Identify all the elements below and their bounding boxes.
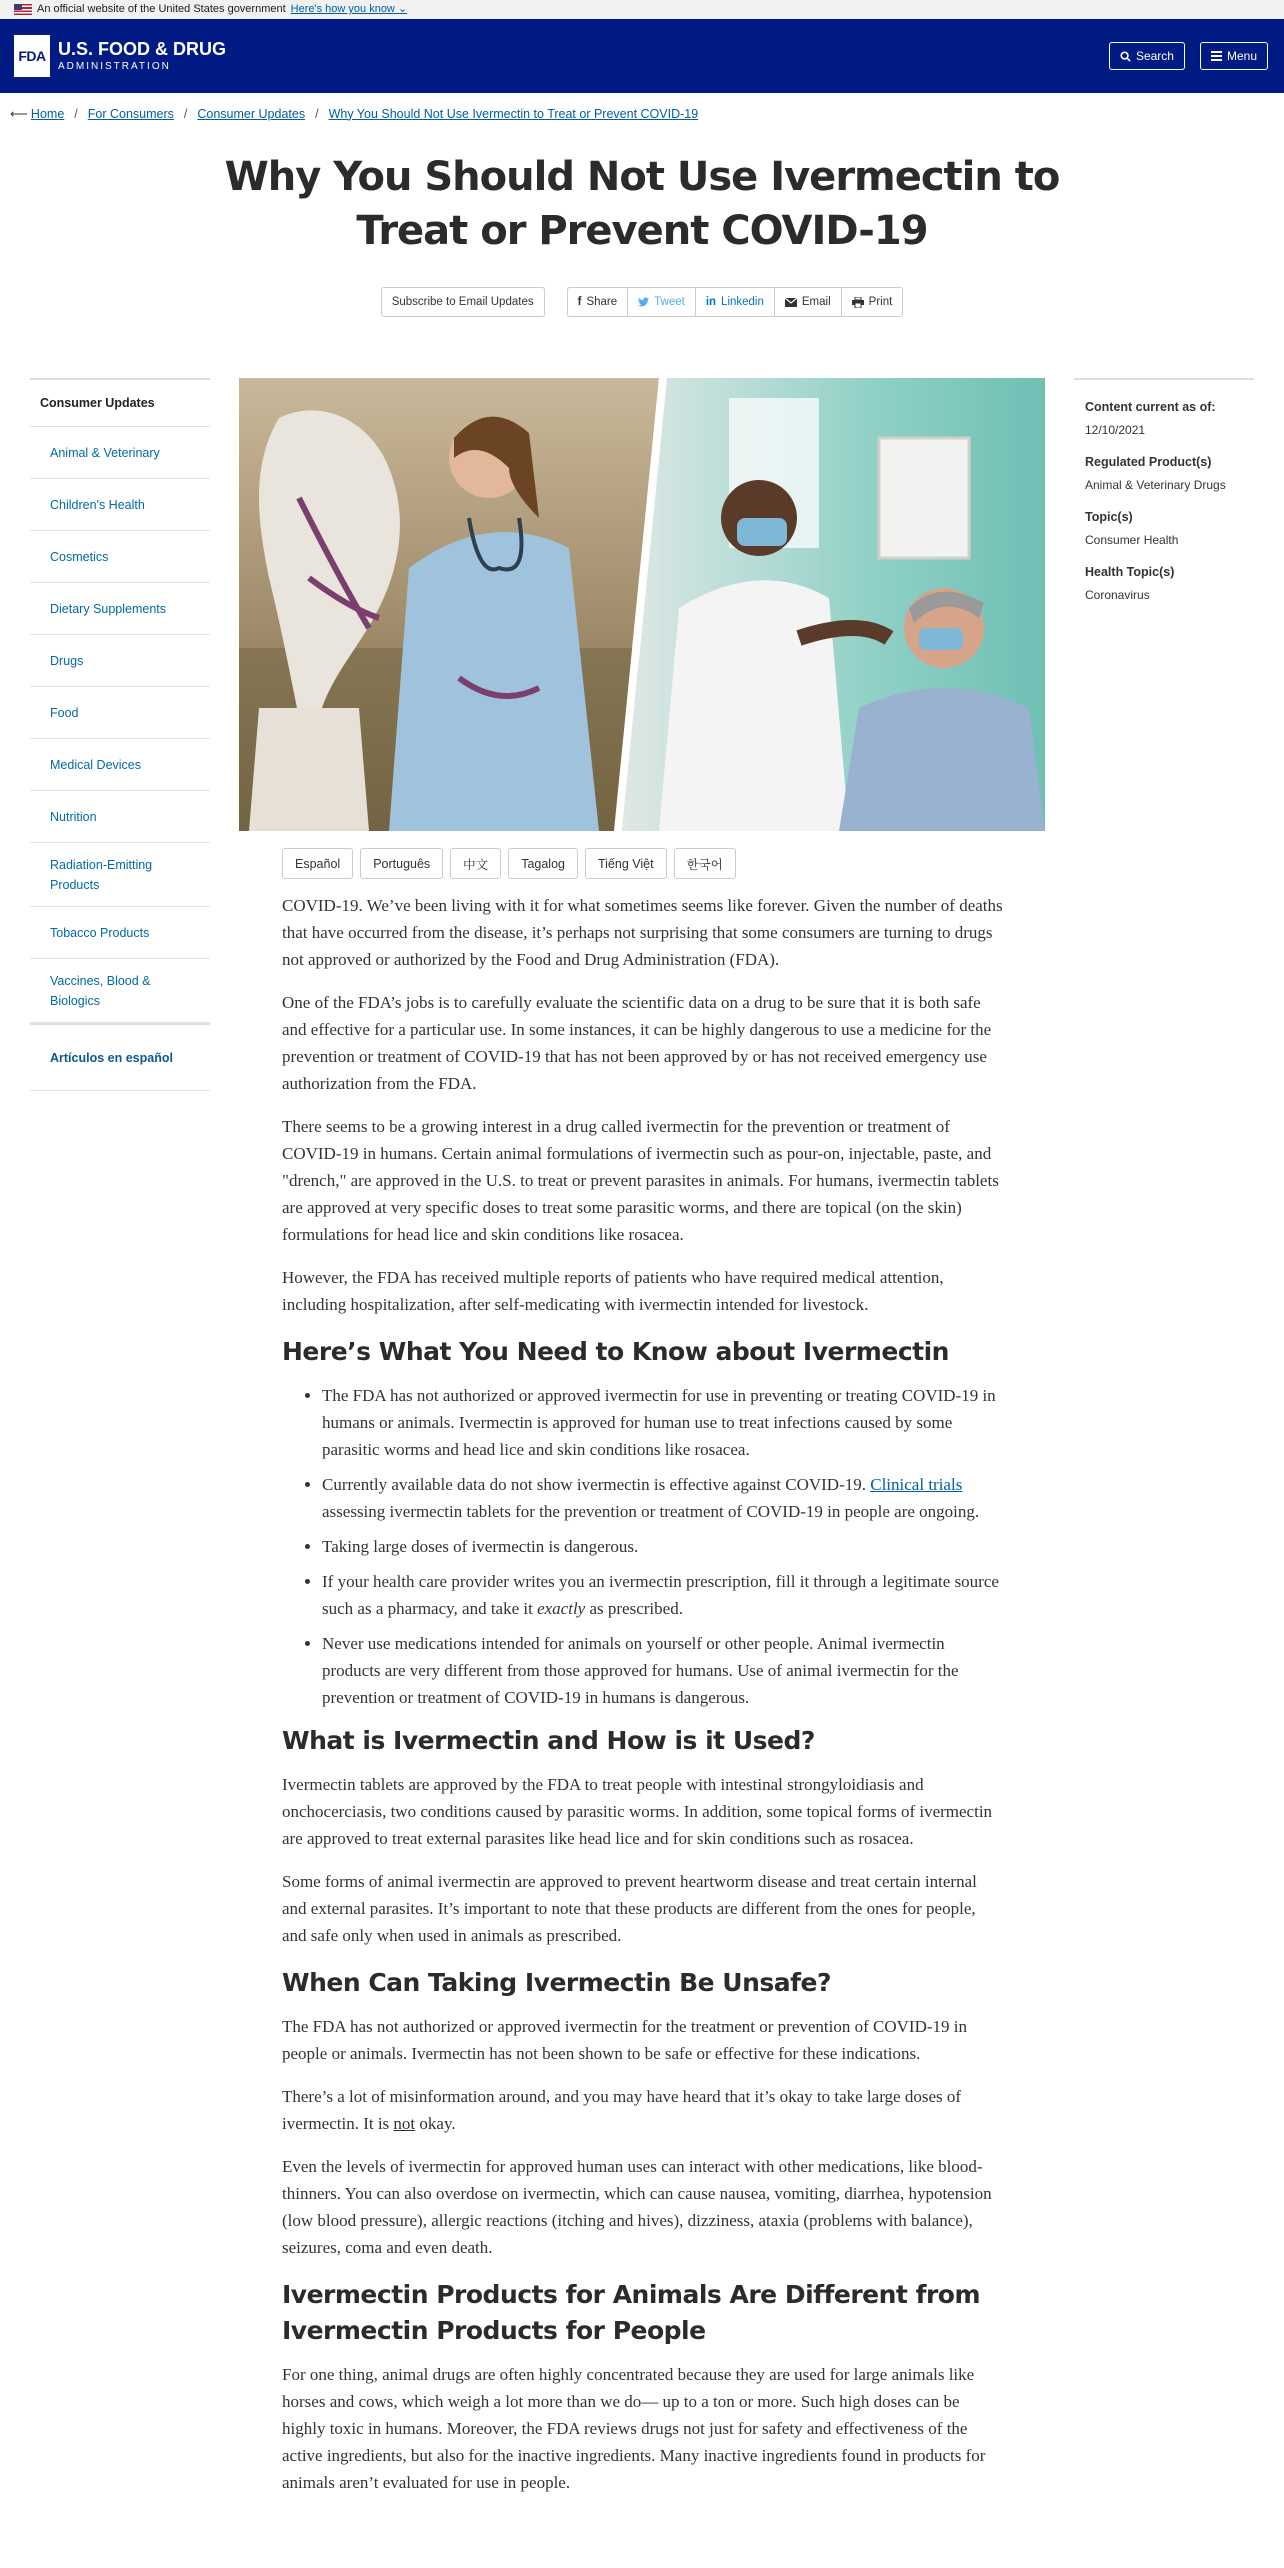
brand-subname: ADMINISTRATION (58, 60, 171, 72)
health-topics-value: Coronavirus (1085, 588, 1150, 602)
search-button[interactable] (1109, 42, 1185, 70)
gov-banner-text: An official website of the United States government (37, 3, 286, 15)
clinical-trials-link[interactable]: Clinical trials (870, 1475, 963, 1494)
article-paragraph: However, the FDA has received multiple reports of patients who have required medical attention, including hospitalization, after self-medicating with ivermectin intended for livestock. (282, 1268, 944, 1314)
menu-button-label: Menu (1226, 49, 1257, 63)
article-paragraph: COVID-19. We’ve been living with it for what sometimes seems like forever. Given the number of deaths that have occurred from the disease, it’s perhaps not surprising that some consumers are turning to drugs not approved or authorized by the Food and Drug Administration (FDA). (282, 896, 1003, 969)
nav-item-drugs[interactable]: Drugs (30, 635, 210, 687)
list-item: • Currently available data do not show ivermectin is effective against COVID-19. Clinical trials assessing ivermectin tablets for the prevention or treatment of COVID-19 in people are ongoing. (322, 1471, 1004, 1525)
nav-item-tobacco-products[interactable]: Tobacco Products (30, 907, 210, 959)
section-heading: What is Ivermectin and How is it Used? (282, 1726, 815, 1755)
page-title: Why You Should Not Use Ivermectin to Treat or Prevent COVID-19 (224, 154, 1060, 254)
breadcrumb-home[interactable]: Home (30, 106, 65, 121)
section-heading: Ivermectin Products for Animals Are Different from Ivermectin Products for People (282, 2280, 981, 2345)
topics-label: Topic(s) (1085, 510, 1133, 524)
regulated-products-value: Animal & Veterinary Drugs (1085, 478, 1226, 492)
fda-home-link[interactable] (14, 35, 226, 77)
article-paragraph: Ivermectin tablets are approved by the FDA to treat people with intestinal strongyloidiasis and onchocerciasis, two conditions caused by parasitic worms. In addition, some topical forms of ivermectin are approved to treat external parasites like head lice and for skin conditions such as rosacea. (282, 1775, 993, 1848)
section-nav (30, 378, 210, 1091)
nav-item-animal-veterinary[interactable]: Animal & Veterinary (30, 427, 210, 479)
facebook-icon: f (577, 296, 582, 308)
section-nav-heading[interactable]: Consumer Updates (30, 378, 210, 427)
envelope-icon (785, 298, 797, 307)
article-paragraph: One of the FDA’s jobs is to carefully evaluate the scientific data on a drug to be sure that it is both safe and effective for a particular use. In some instances, it can be highly dangerous to use a medicine for the prevention or treatment of COVID-19 that has not been approved by or has not received emergency use authorization from the FDA. (282, 993, 992, 1093)
content-current-label: Content current as of: (1085, 400, 1216, 414)
nav-item-vaccines-blood-biologics[interactable]: Vaccines, Blood & Biologics (30, 959, 210, 1023)
nav-item-childrens-health[interactable]: Children's Health (30, 479, 210, 531)
nav-item-medical-devices[interactable]: Medical Devices (30, 739, 210, 791)
lang-vietnamese-button[interactable]: Tiếng Việt (585, 848, 667, 879)
nav-item-cosmetics[interactable]: Cosmetics (30, 531, 210, 583)
list-item: • The FDA has not authorized or approved ivermectin for use in preventing or treating COVID-19 in humans or animals. Ivermectin is approved for human use to treat infections caused by some parasitic worms and head lice and skin conditions like rosacea. (322, 1382, 1004, 1463)
list-item: • Taking large doses of ivermectin is dangerous. (322, 1533, 1004, 1560)
email-share-button[interactable]: Email (775, 288, 842, 316)
lang-espanol-button[interactable]: Español (282, 848, 353, 879)
nav-item-articulos-en-espanol[interactable]: Artículos en español (30, 1023, 210, 1091)
nav-item-food[interactable]: Food (30, 687, 210, 739)
article-paragraph: Some forms of animal ivermectin are approved to prevent heartworm disease and treat certain internal and external parasites. It’s important to note that these products are different from the ones for people, and safe only when used in animals as prescribed. (282, 1872, 977, 1945)
search-icon (1120, 51, 1131, 62)
nav-item-dietary-supplements[interactable]: Dietary Supplements (30, 583, 210, 635)
nav-item-nutrition[interactable]: Nutrition (30, 791, 210, 843)
health-topics-label: Health Topic(s) (1085, 565, 1175, 579)
breadcrumb: ⟵ Home / For Consumers / Consumer Updates / Why You Should Not Use Ivermectin to Treat or Prevent COVID-19 (10, 106, 699, 121)
lang-tagalog-button[interactable]: Tagalog (508, 848, 578, 879)
site-header (0, 19, 1284, 93)
print-button[interactable]: Print (842, 288, 903, 316)
article-body (282, 892, 1004, 2512)
social-share-group (567, 287, 904, 317)
page-metadata (1074, 378, 1254, 640)
article-paragraph: There’s a lot of misinformation around, and you may have heard that it’s okay to take large doses of ivermectin. It is not okay. (282, 2087, 962, 2133)
lang-portugues-button[interactable]: Português (360, 848, 443, 879)
linkedin-icon: in (705, 296, 717, 308)
lang-korean-button[interactable]: 한국어 (674, 848, 736, 879)
topics-value: Consumer Health (1085, 533, 1179, 547)
breadcrumb-for-consumers[interactable]: For Consumers (87, 106, 174, 121)
list-item: • If your health care provider writes you an ivermectin prescription, fill it through a legitimate source such as a pharmacy, and take it exactly as prescribed. (322, 1568, 1004, 1622)
key-facts-list (322, 1382, 1004, 1711)
printer-icon (852, 297, 864, 308)
content-current-value: 12/10/2021 (1085, 423, 1146, 437)
linkedin-share-button[interactable]: in Linkedin (696, 288, 775, 316)
fda-logo-icon: FDA (14, 35, 50, 77)
section-heading: When Can Taking Ivermectin Be Unsafe? (282, 1968, 831, 1997)
list-item: • Never use medications intended for animals on yourself or other people. Animal ivermectin products are very different from those approved for humans. Use of animal ivermectin for the prevention or treatment of COVID-19 in humans is dangerous. (322, 1630, 1004, 1711)
regulated-products-label: Regulated Product(s) (1085, 455, 1212, 469)
hamburger-icon (1211, 51, 1222, 61)
subscribe-email-button[interactable]: Subscribe to Email Updates (381, 287, 545, 317)
share-toolbar (0, 287, 1284, 317)
menu-button[interactable] (1200, 42, 1268, 70)
twitter-share-button[interactable]: Tweet (628, 288, 696, 316)
lang-chinese-button[interactable]: 中文 (450, 848, 501, 879)
gov-banner (0, 0, 1284, 19)
search-button-label: Search (1135, 49, 1174, 63)
heres-how-you-know-link[interactable]: Here's how you know ⌄ (290, 3, 408, 15)
language-selector (282, 848, 736, 879)
article-paragraph: There seems to be a growing interest in a drug called ivermectin for the prevention or treatment of COVID-19 in humans. Certain animal formulations of ivermectin such as pour-on, injectable, paste, and "drench," are approved in the U.S. to treat or prevent parasites in animals. For humans, ivermectin tablets are approved at very specific doses to treat some parasitic worms, and there are topical (on the skin) formulations for head lice and skin conditions like rosacea. (282, 1117, 999, 1244)
twitter-icon (638, 297, 649, 307)
hero-image (239, 378, 1045, 831)
article-paragraph: Even the levels of ivermectin for approved human uses can interact with other medications, like blood-thinners. You can also overdose on ivermectin, which can cause nausea, vomiting, diarrhea, hypotension (low blood pressure), allergic reactions (itching and hives), dizziness, ataxia (problems with balance), seizures, coma and even death. (282, 2157, 992, 2257)
article-paragraph: The FDA has not authorized or approved ivermectin for the treatment or prevention of COVID-19 in people or animals. Ivermectin has not been shown to be safe or effective for these indications. (282, 2017, 967, 2063)
breadcrumb-current-page[interactable]: Why You Should Not Use Ivermectin to Treat or Prevent COVID-19 (328, 106, 699, 121)
section-heading: Here’s What You Need to Know about Ivermectin (282, 1337, 949, 1366)
back-arrow-icon: ⟵ (10, 107, 28, 121)
nav-item-radiation-emitting-products[interactable]: Radiation-Emitting Products (30, 843, 210, 907)
article-paragraph: For one thing, animal drugs are often highly concentrated because they are used for large animals like horses and cows, which weigh a lot more than we do— up to a ton or more. Such high doses can be highly toxic in humans. Moreover, the FDA reviews drugs not just for safety and effectiveness of the active ingredients, but also for the inactive ingredients. Many inactive ingredients found in products for animals aren’t evaluated for use in people. (282, 2365, 986, 2492)
us-flag-icon (14, 4, 32, 15)
brand-name: U.S. FOOD & DRUG (58, 38, 227, 59)
facebook-share-button[interactable]: f Share (568, 288, 629, 316)
breadcrumb-consumer-updates[interactable]: Consumer Updates (197, 106, 306, 121)
